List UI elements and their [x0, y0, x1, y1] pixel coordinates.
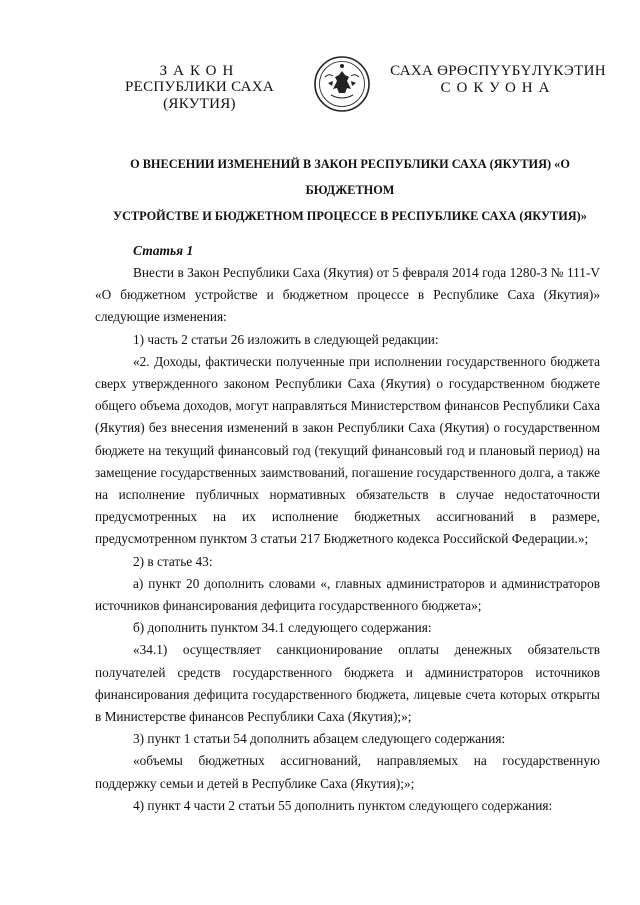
title-line2: УСТРОЙСТВЕ И БЮДЖЕТНОМ ПРОЦЕССЕ В РЕСПУБЛИКЕ САХА (ЯКУТИЯ)» [113, 209, 587, 223]
article-heading: Статья 1 [133, 243, 194, 258]
paragraph: Внести в Закон Республики Саха (Якутия) от 5 февраля 2014 года 1280-З № 111-V «О бюджетном устройстве и бюджетном процессе в Республике Саха (Якутия)» следующие изменения: [95, 265, 600, 325]
title-line1: О ВНЕСЕНИИ ИЗМЕНЕНИЙ В ЗАКОН РЕСПУБЛИКИ САХА (ЯКУТИЯ) «О БЮДЖЕТНОМ [130, 157, 570, 197]
paragraph: «34.1) осуществляет санкционирование оплаты денежных обязательств получателей средств государственного бюджета и администраторов источников финансирования дефицита государственного бюджета, лицевые счета которых открыты в Министерстве финансов Республики Саха (Якутия);»; [95, 642, 600, 725]
header-right-line1: САХА ӨРӨСПҮҮБҮЛҮКЭТИН [390, 63, 606, 79]
header-right-line2: СОКУОНА [440, 80, 556, 96]
paragraph: 3) пункт 1 статьи 54 дополнить абзацем следующего содержания: [133, 731, 506, 747]
paragraph: 4) пункт 4 части 2 статьи 55 дополнить пунктом следующего содержания: [133, 797, 553, 813]
article-body [95, 262, 600, 817]
paragraph: а) пункт 20 дополнить словами «, главных администраторов и администраторов источников финансирования дефицита государственного бюджета»; [95, 575, 600, 614]
header-left [92, 63, 307, 113]
document-title [100, 151, 600, 229]
paragraph: «объемы бюджетных ассигнований, направляемых на государственную поддержку семьи и детей в Республике Саха (Якутия);»; [95, 753, 600, 791]
coat-of-arms-emblem [311, 55, 373, 113]
paragraph: 2) в статье 43: [133, 553, 213, 569]
header-left-line2: РЕСПУБЛИКИ САХА (ЯКУТИЯ) [124, 79, 275, 112]
header-right [378, 63, 618, 96]
paragraph: «2. Доходы, фактически полученные при исполнении государственного бюджета сверх утвержденного законом Республики Саха (Якутия) о государственном бюджете общего объема доходов, могут направляться Министерством финансов Республики Саха (Якутия) без внесения изменений в закон Республики Саха (Якутия) о государственном бюджете на текущий финансовый год (текущий финансовый год и плановый период) на замещение государственных заимствований, погашение государственного долга, а также на исполнение публичных нормативных обязательств в случае недостаточности предусмотренных на их исполнение бюджетных ассигнований в размере, предусмотренном пунктом 3 статьи 217 Бюджетного кодекса Российской Федерации.»; [95, 353, 600, 547]
header-left-line1: ЗАКОН [159, 63, 240, 79]
paragraph: 1) часть 2 статьи 26 изложить в следующей редакции: [133, 331, 439, 347]
paragraph: б) дополнить пунктом 34.1 следующего содержания: [133, 620, 432, 636]
